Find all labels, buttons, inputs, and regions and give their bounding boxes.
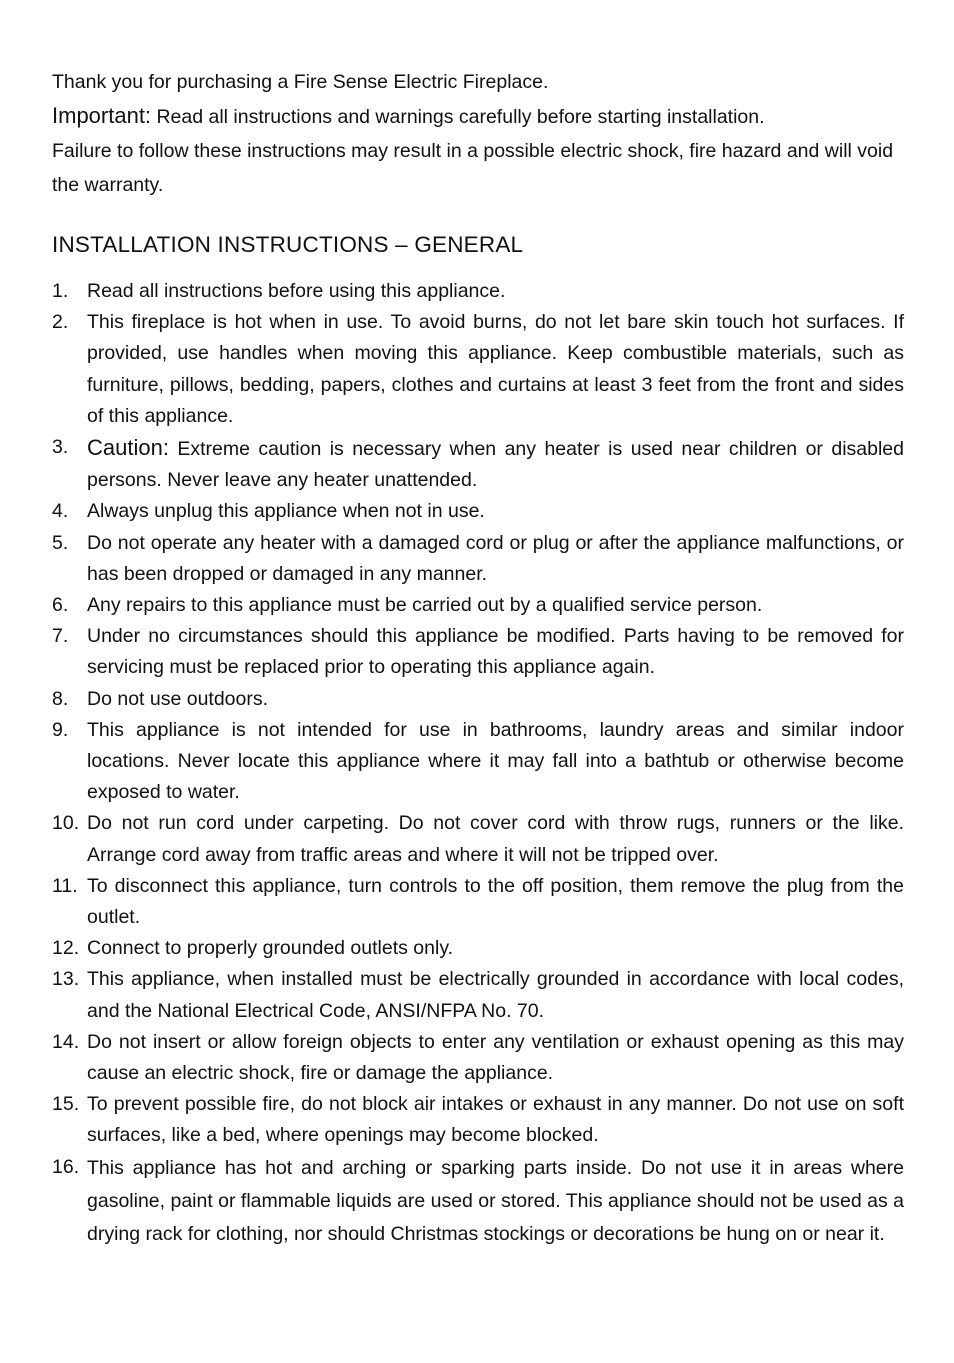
instructions-list: [52, 276, 904, 1251]
list-item: [52, 590, 904, 621]
item-number: 9.: [52, 718, 69, 741]
item-number: 4.: [52, 500, 69, 523]
list-item: [52, 496, 904, 527]
item-number: 16.: [52, 1155, 80, 1178]
item-number: 14.: [52, 1030, 80, 1053]
list-item: [52, 1089, 904, 1151]
item-text: Do not run cord under carpeting. Do not cover cord with throw rugs, runners or the like. Arrange cord away from traffic areas and where it will not be tripped over.: [87, 812, 904, 866]
item-number: 5.: [52, 531, 69, 554]
list-item: [52, 808, 904, 870]
section-heading: INSTALLATION INSTRUCTIONS – GENERAL: [52, 232, 524, 257]
item-number: 8.: [52, 687, 69, 710]
item-text: This appliance, when installed must be electrically grounded in accordance with local codes, and the National Electrical Code, ANSI/NFPA No. 70.: [87, 968, 904, 1022]
item-number: 1.: [52, 280, 69, 302]
item-number: 13.: [52, 968, 80, 991]
important-text: Read all instructions and warnings carefully before starting installation.: [151, 106, 765, 128]
list-item: [52, 715, 904, 809]
list-item: [52, 307, 904, 432]
item-number: 2.: [52, 311, 69, 334]
item-text: This appliance has hot and arching or sparking parts inside. Do not use it in areas where gasoline, paint or flammable liquids are used or stored. This appliance should not be used as a drying rack for clothing, nor should Christmas stockings or decorations be hung on or near it.: [87, 1156, 904, 1245]
item-text: Under no circumstances should this appliance be modified. Parts having to be removed for servicing must be replaced prior to operating this appliance again.: [87, 625, 904, 679]
item-text: This fireplace is hot when in use. To avoid burns, do not let bare skin touch hot surfaces. If provided, use handles when moving this appliance. Keep combustible materials, such as furniture, pillows, bedding, papers, clothes and curtains at least 3 feet from the front and sides of this appliance.: [87, 311, 904, 427]
item-number: 7.: [52, 625, 69, 648]
important-label: Important:: [52, 103, 152, 128]
item-number: 6.: [52, 594, 69, 617]
item-number: 3.: [52, 436, 69, 459]
item-number: 15.: [52, 1093, 80, 1116]
list-item: [52, 964, 904, 1026]
item-text: To prevent possible fire, do not block air intakes or exhaust in any manner. Do not use on soft surfaces, like a bed, where openings may become blocked.: [87, 1093, 904, 1147]
list-item: [52, 933, 904, 964]
item-text: Do not insert or allow foreign objects to enter any ventilation or exhaust opening as this may cause an electric shock, fire or damage the appliance.: [87, 1030, 904, 1085]
list-item: [52, 1152, 904, 1251]
item-text: Read all instructions before using this appliance.: [87, 280, 506, 302]
item-text: Do not operate any heater with a damaged cord or plug or after the appliance malfunctions, or has been dropped or damaged in any manner.: [87, 531, 904, 585]
item-text: Any repairs to this appliance must be carried out by a qualified service person.: [87, 594, 763, 617]
thank-you-line: Thank you for purchasing a Fire Sense Electric Fireplace.: [52, 71, 549, 93]
list-item: [52, 1027, 904, 1089]
list-item: [52, 276, 904, 307]
item-text: To disconnect this appliance, turn controls to the off position, them remove the plug from the outlet.: [87, 874, 904, 929]
item-text: Do not use outdoors.: [87, 687, 269, 710]
item-number: 12.: [52, 937, 80, 960]
list-item: [52, 684, 904, 715]
intro-block: [52, 65, 904, 202]
item-number: 11.: [52, 874, 78, 897]
caution-label: Caution:: [87, 435, 169, 461]
list-item: [52, 871, 904, 933]
item-text: Always unplug this appliance when not in use.: [87, 500, 485, 523]
list-item: [52, 528, 904, 590]
item-text: Connect to properly grounded outlets only.: [87, 937, 454, 960]
warning-text: Failure to follow these instructions may result in a possible electric shock, fire hazard and will void the warranty.: [52, 140, 894, 196]
item-number: 10.: [52, 812, 80, 835]
important-line: [52, 99, 904, 134]
list-item: [52, 621, 904, 683]
item-text: Extreme caution is necessary when any heater is used near children or disabled persons. Never leave any heater unattended.: [87, 438, 904, 492]
list-item: [52, 432, 904, 496]
item-text: This appliance is not intended for use in bathrooms, laundry areas and similar indoor locations. Never locate this appliance where it may fall into a bathtub or otherwise become exposed to water.: [87, 718, 904, 804]
